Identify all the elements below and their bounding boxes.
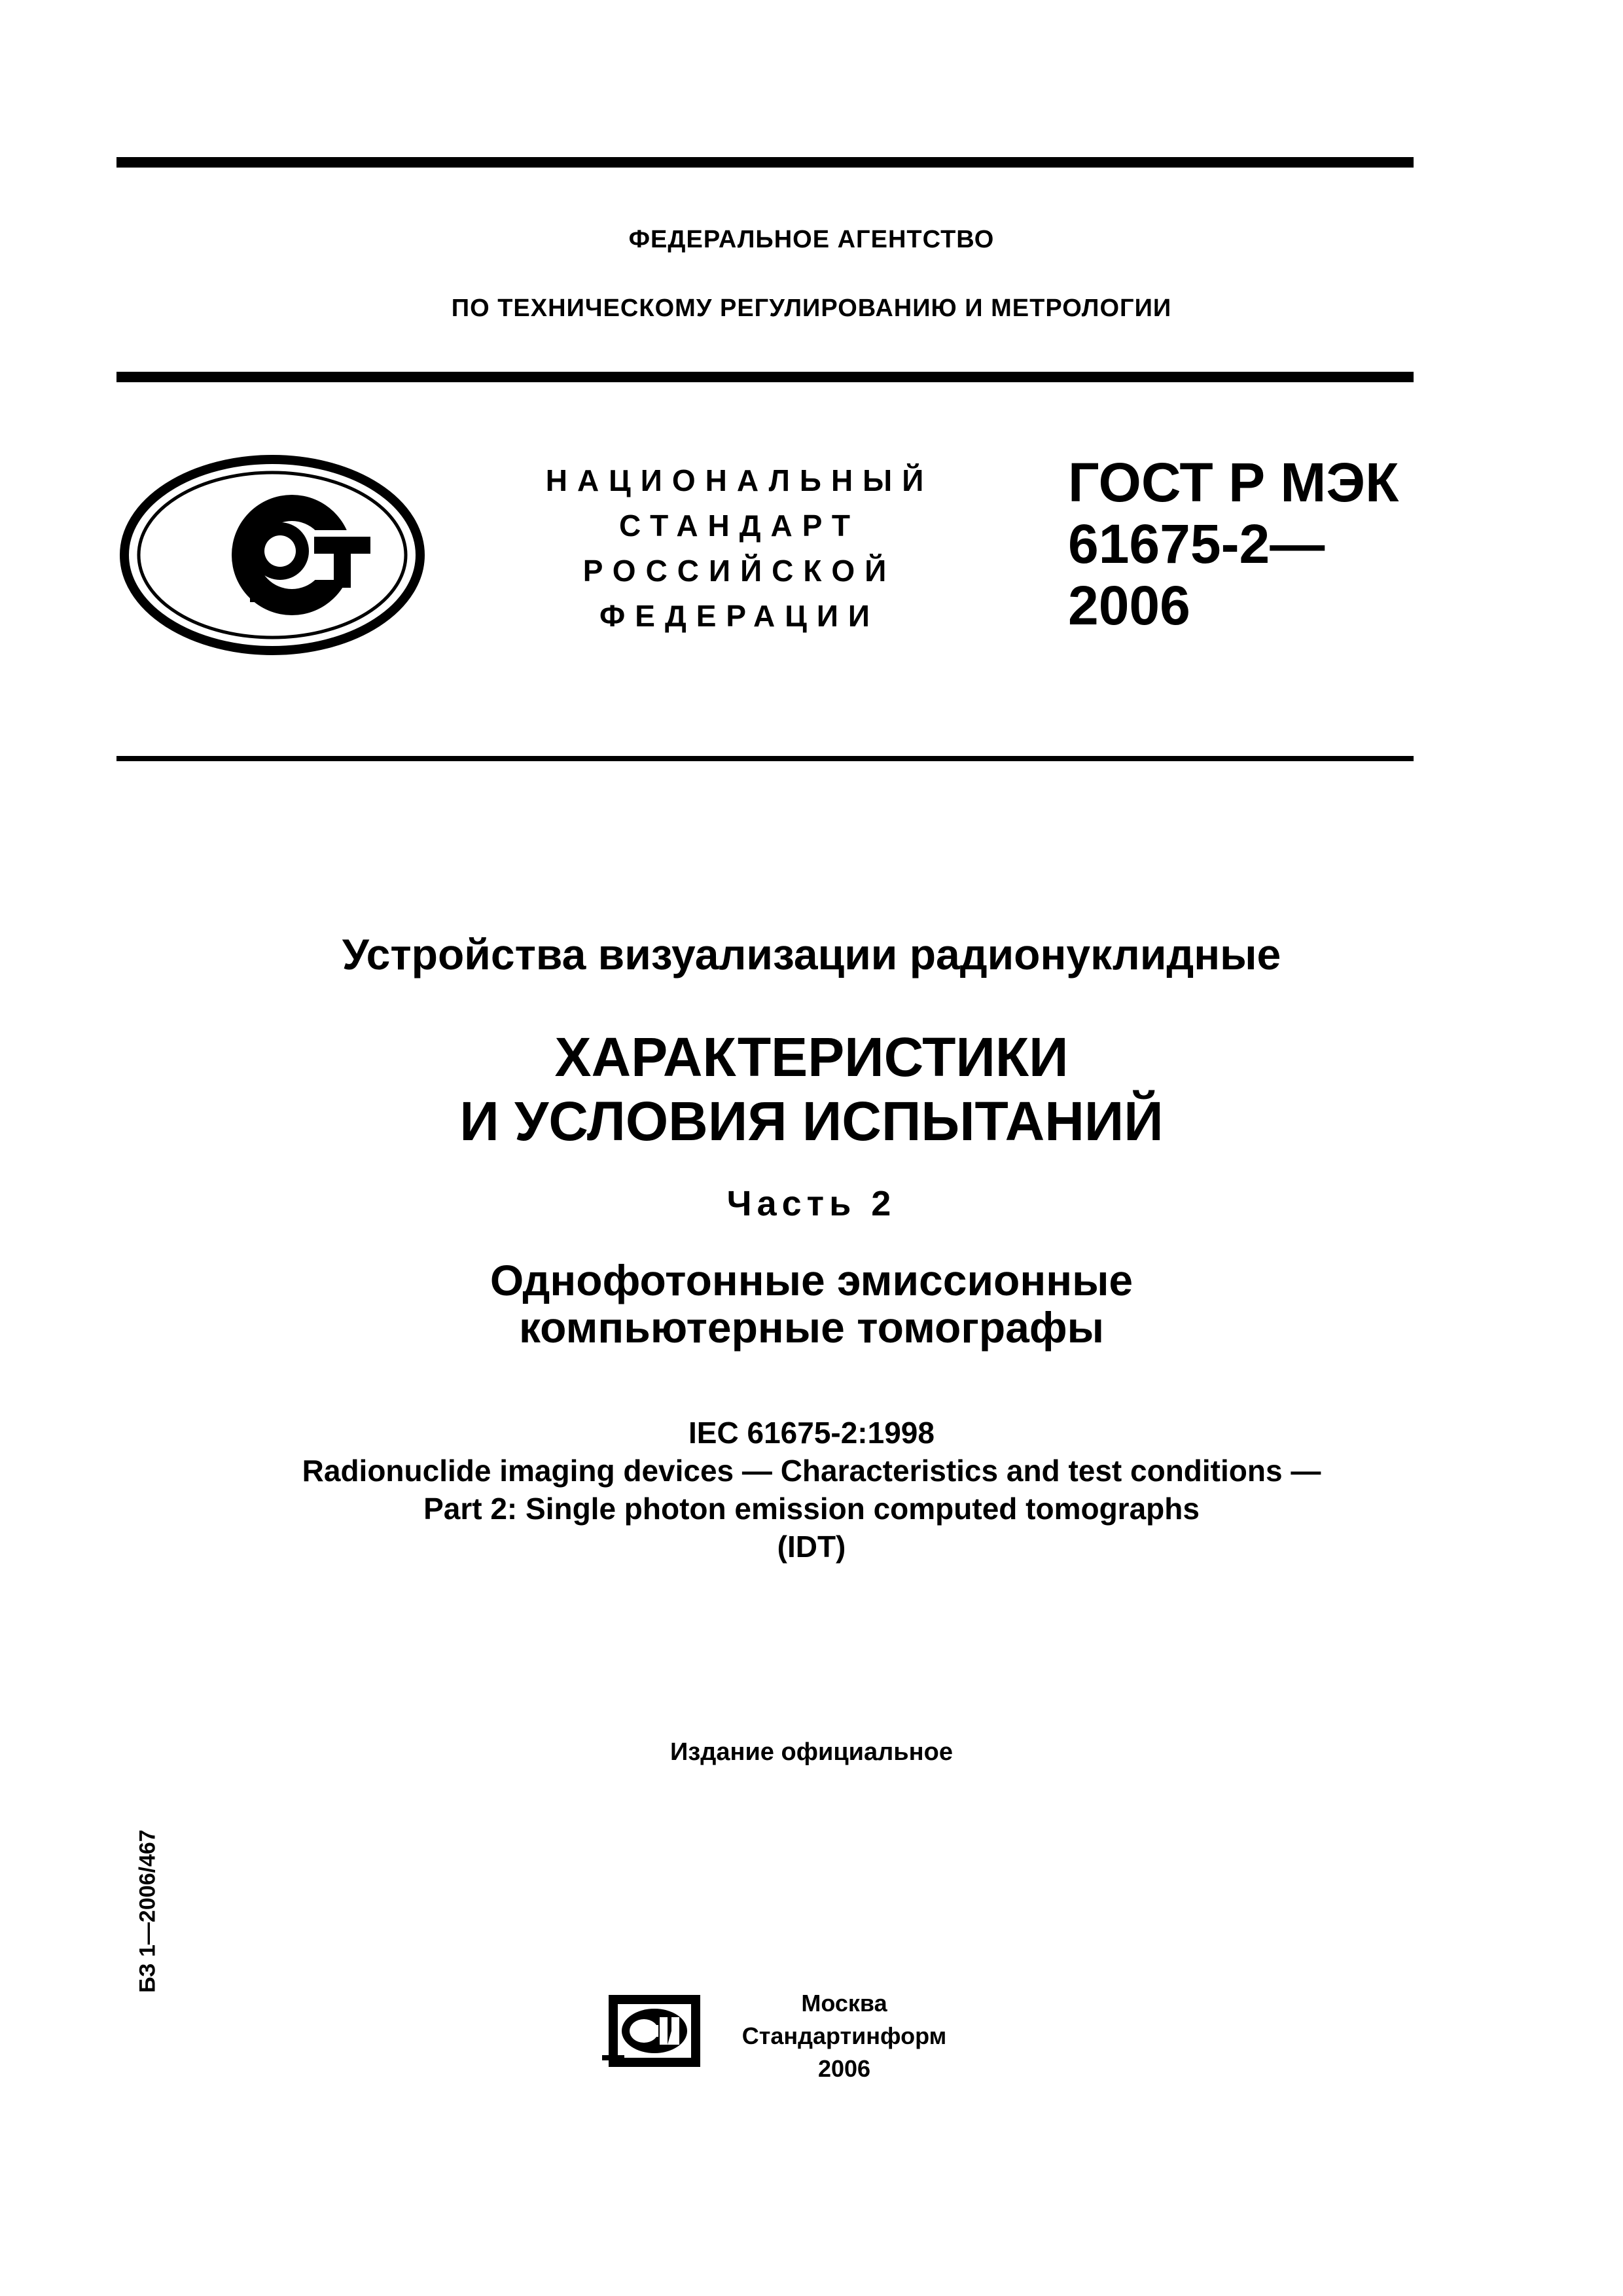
title-main [0, 1025, 1623, 1153]
standartinform-logo-icon [602, 1990, 707, 2072]
header-bottom-rule [116, 756, 1414, 761]
national-standard-line: ФЕДЕРАЦИИ [599, 599, 880, 633]
title-subtitle-line: Однофотонные эмиссионные [490, 1256, 1133, 1304]
designation-line: 2006 [1068, 575, 1190, 636]
publisher-block [720, 1987, 969, 2085]
national-standard-line: СТАНДАРТ [619, 509, 860, 543]
edition-label: Издание официальное [670, 1738, 953, 1766]
iec-line: (IDT) [777, 1530, 846, 1564]
iec-reference [0, 1414, 1623, 1566]
agency-bottom-rule [116, 372, 1414, 382]
iec-line: IEC 61675-2:1998 [688, 1416, 935, 1450]
designation-line: 61675-2— [1068, 513, 1325, 575]
publisher-name: Стандартинформ [741, 2022, 947, 2049]
title-main-line: ХАРАКТЕРИСТИКИ [554, 1026, 1069, 1088]
national-standard-line: РОССИЙСКОЙ [582, 554, 897, 588]
iec-line: Radionuclide imaging devices — Characteristics and test conditions — [302, 1454, 1321, 1488]
top-rule [116, 157, 1414, 168]
agency-name-line-1: ФЕДЕРАЛЬНОЕ АГЕНТСТВО [628, 226, 995, 253]
title-line-1: Устройства визуализации радионуклидные [342, 930, 1281, 978]
publisher-year: 2006 [817, 2055, 871, 2082]
iec-line: Part 2: Single photon emission computed tomographs [423, 1492, 1200, 1526]
designation-line: ГОСТ Р МЭК [1068, 452, 1399, 513]
title-subtitle [0, 1257, 1623, 1351]
agency-name-line-2: ПО ТЕХНИЧЕСКОМУ РЕГУЛИРОВАНИЮ И МЕТРОЛОГИИ [451, 295, 1172, 322]
side-registration-code: БЗ 1—2006/467 [135, 1829, 160, 1993]
publisher-city: Москва [801, 1990, 887, 2017]
title-main-line: И УСЛОВИЯ ИСПЫТАНИЙ [459, 1090, 1164, 1152]
rst-certification-mark-icon [116, 453, 428, 657]
title-subtitle-line: компьютерные томографы [519, 1303, 1104, 1352]
part-label: Часть 2 [726, 1184, 897, 1223]
national-standard-label [517, 458, 962, 639]
national-standard-line: НАЦИОНАЛЬНЫЙ [545, 463, 934, 497]
standard-designation [1068, 452, 1399, 636]
